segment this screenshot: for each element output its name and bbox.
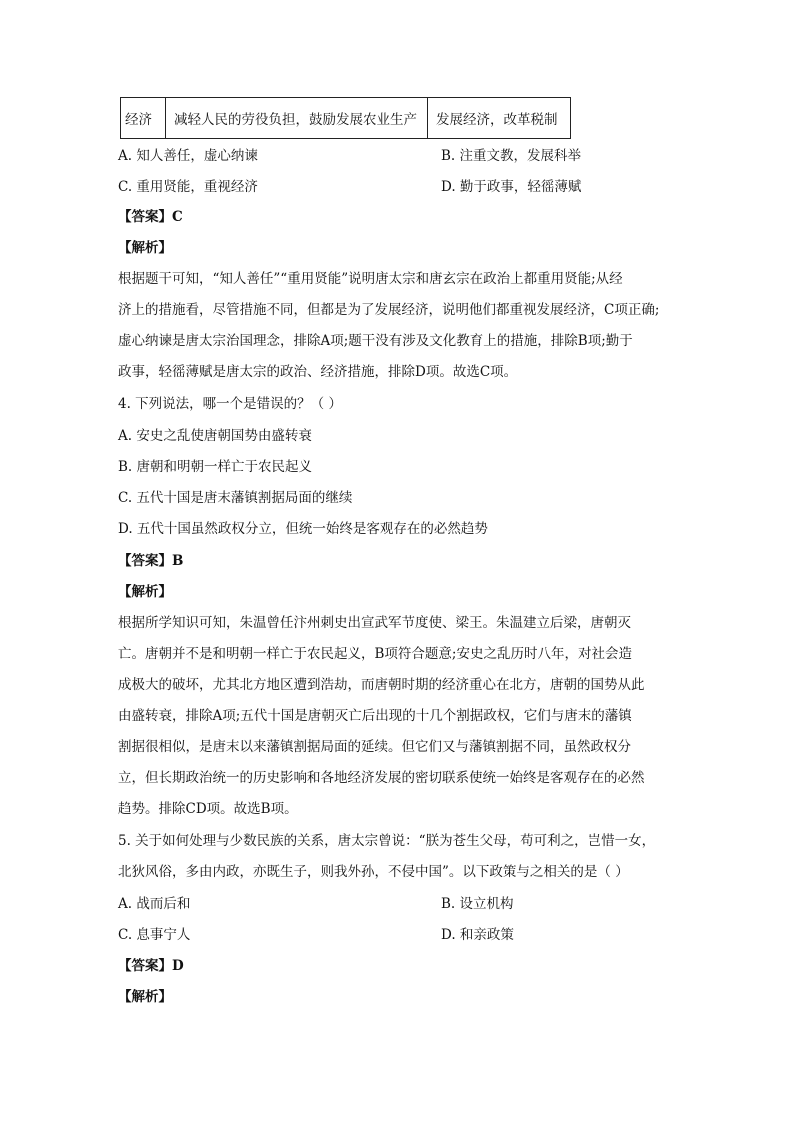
q5-option-b: B. 设立机构 — [441, 896, 514, 912]
table-cell: 减轻人民的劳役负担，鼓励发展农业生产 — [166, 98, 428, 139]
q5-option-d: D. 和亲政策 — [441, 927, 514, 943]
q5-option-a: A. 战而后和 — [118, 896, 191, 912]
q4-option-b: B. 唐朝和明朝一样亡于农民起义 — [118, 459, 313, 475]
q5-analysis-title: 【解析】 — [118, 989, 172, 1005]
q3-analysis-title: 【解析】 — [118, 240, 172, 256]
q4-analysis-line: 由盛转衰，排除A项;五代十国是唐朝灭亡后出现的十几个割据政权，它们与唐末的藩镇 — [118, 708, 632, 724]
q4-answer: 【答案】B — [118, 553, 184, 569]
q4-analysis-line: 割据很相似，是唐末以来藩镇割据局面的延续。但它们又与藩镇割据不同，虽然政权分 — [118, 739, 631, 755]
q4-analysis-line: 成极大的破坏，尤其北方地区遭到浩劫，而唐朝时期的经济重心在北方，唐朝的国势从此 — [118, 677, 645, 693]
q5-option-c: C. 息事宁人 — [118, 927, 191, 943]
table-cell: 经济 — [121, 98, 166, 139]
policy-table — [120, 97, 571, 139]
q4-analysis-title: 【解析】 — [118, 584, 172, 600]
q3-analysis-line: 虚心纳谏是唐太宗治国理念，排除A项;题干没有涉及文化教育上的措施，排除B项;勤于 — [118, 333, 633, 349]
q3-analysis-line: 根据题干可知，“知人善任”“重用贤能”说明唐太宗和唐玄宗在政治上都重用贤能;从经 — [118, 271, 623, 287]
q4-option-d: D. 五代十国虽然政权分立，但统一始终是客观存在的必然趋势 — [118, 521, 488, 537]
q4-option-a: A. 安史之乱使唐朝国势由盛转衰 — [118, 428, 312, 444]
table-cell: 发展经济，改革税制 — [428, 98, 571, 139]
q4-analysis-line: 亡。唐朝并不是和明朝一样亡于农民起义，B项符合题意;安史之乱历时八年，对社会造 — [118, 646, 632, 662]
q5-stem-line: 5. 关于如何处理与少数民族的关系，唐太宗曾说：“朕为苍生父母，苟可利之，岂惜一女， — [118, 833, 656, 849]
q3-option-a: A. 知人善任，虚心纳谏 — [118, 148, 258, 164]
q3-option-d: D. 勤于政事，轻徭薄赋 — [441, 179, 582, 195]
q4-stem: 4. 下列说法，哪一个是错误的？（ ） — [118, 396, 342, 412]
q4-analysis-line: 根据所学知识可知，朱温曾任汴州刺史出宣武军节度使、梁王。朱温建立后梁，唐朝灭 — [118, 615, 631, 631]
q3-analysis-line: 政事，轻徭薄赋是唐太宗的政治、经济措施，排除D项。故选C项。 — [118, 364, 518, 380]
q3-answer: 【答案】C — [118, 209, 183, 225]
q3-analysis-line: 济上的措施看，尽管措施不同，但都是为了发展经济，说明他们都重视发展经济，C项正确; — [118, 302, 660, 318]
table-row — [121, 98, 571, 139]
q3-option-b: B. 注重文教，发展科举 — [441, 148, 582, 164]
q5-stem-line: 北狄风俗，多由内政，亦既生子，则我外孙，不侵中国”。以下政策与之相关的是（ ） — [118, 864, 629, 880]
q5-answer: 【答案】D — [118, 958, 184, 974]
q4-option-c: C. 五代十国是唐末藩镇割据局面的继续 — [118, 490, 353, 506]
q4-analysis-line: 趋势。排除CD项。故选B项。 — [118, 801, 298, 817]
q4-analysis-line: 立，但长期政治统一的历史影响和各地经济发展的密切联系使统一始终是客观存在的必然 — [118, 770, 645, 786]
q3-option-c: C. 重用贤能，重视经济 — [118, 179, 258, 195]
